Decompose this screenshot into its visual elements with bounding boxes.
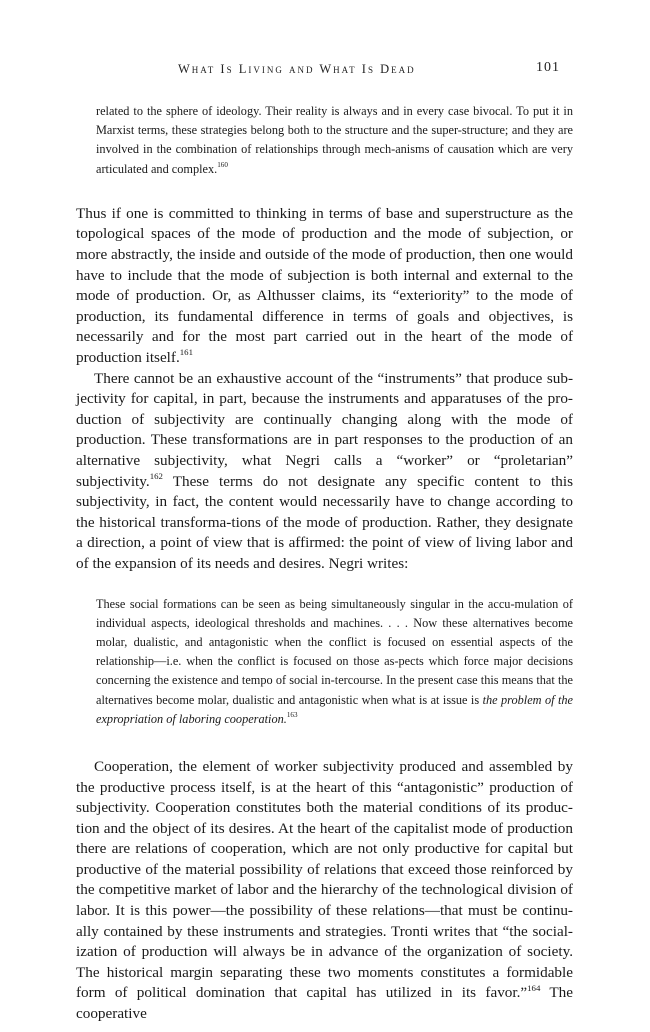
block-quote-text: These social formations can be seen as being simultaneously singular in the accu-mulation of individual aspects, ideological thresholds and machines. . . . Now these alternatives become molar, dualistic, and antagonistic when the conflict is focused on essential aspects of the relationship—i.e. when the conflict is focused on those as-pects which force major decisions concerning the existence and tempo of social in-tercourse. In the present case this means that the alternatives become molar, dualistic and antagonistic when what is at issue is — [96, 596, 573, 707]
block-quote-text: related to the sphere of ideology. Their reality is always and in every case bivocal. To put it in Marxist terms, these strategies belong both to the structure and the super-structure; and they are involved in the combination of relationships through mech-anisms of causation which are very articulated and complex. — [96, 104, 573, 176]
footnote-marker-162: 162 — [149, 470, 163, 481]
body-paragraph-3 — [76, 757, 573, 1025]
block-quote-althusser — [96, 102, 573, 179]
paragraph-text: Thus if one is committed to thinking in terms of base and superstructure as the topological spaces of the mode of production and the mode of subjection, or more abstractly, the inside and outside of the mode of production, then one would have to include that the mode of subjection is both internal and external to the mode of production. Or, as Althusser claims, its “exteriority” to the mode of production, its fundamental difference in terms of goals and objectives, is necessarily and for the most part carried out in the heart of the mode of production itself. — [76, 204, 573, 366]
footnote-marker-163: 163 — [286, 710, 298, 719]
footnote-marker-164: 164 — [527, 982, 541, 993]
paragraph-text: Cooperation, the element of worker subjectivity produced and assembled by the productive process itself, is at the heart of this “antagonistic” production of subjectivity. Cooperation constitutes both the material conditions of its produc-tion and the object of its desires. At the heart of the capitalist mode of production there are relations of cooperation, which are not only productive for capital but productive of the material possibility of relations that exceed those reinforced by the competitive market of labor and the hierarchy of the technological division of labor. It is this power—the possibility of these relations—that must be continu-ally contained by these instruments and strategies. Tronti writes that “the social-ization of production will always be in advance of the organization of society. The historical margin separating these two moments constitutes a formidable form of political domination that capital has utilized in its favor.” — [76, 757, 573, 1002]
paragraph-text: There cannot be an exhaustive account of the “instruments” that produce sub-jectivity for capital, in part, because the instruments and apparatuses of the pro-duction of subjectivity are continually changing along with the mode of production. These transformations are in part responses to the production of an alternative subjectivity, what Negri calls a “worker” or “proletarian” subjectivity. — [76, 369, 573, 490]
block-quote-emphasis: the problem of the expropriation of laboring cooperation. — [96, 692, 573, 726]
paragraph-text-continued: The cooperative — [76, 984, 573, 1023]
paragraph-text-continued: These terms do not designate any specific content to this subjectivity, in fact, the content would necessarily have to change according to the historical transforma-tions of the mode of production. Rather, they designate a direction, a point of view that is affirmed: the point of view of living labor and of the expansion of its needs and desires. Negri writes: — [76, 472, 573, 572]
body-paragraph-1 — [76, 204, 573, 369]
page-body — [76, 100, 573, 1025]
body-paragraph-2 — [76, 369, 573, 575]
page-header — [0, 62, 650, 82]
block-quote-negri — [96, 595, 573, 729]
footnote-marker-160: 160 — [217, 160, 228, 169]
page-number: 101 — [536, 60, 560, 75]
footnote-marker-161: 161 — [179, 347, 193, 358]
running-head: What Is Living and What Is Dead — [178, 62, 416, 76]
